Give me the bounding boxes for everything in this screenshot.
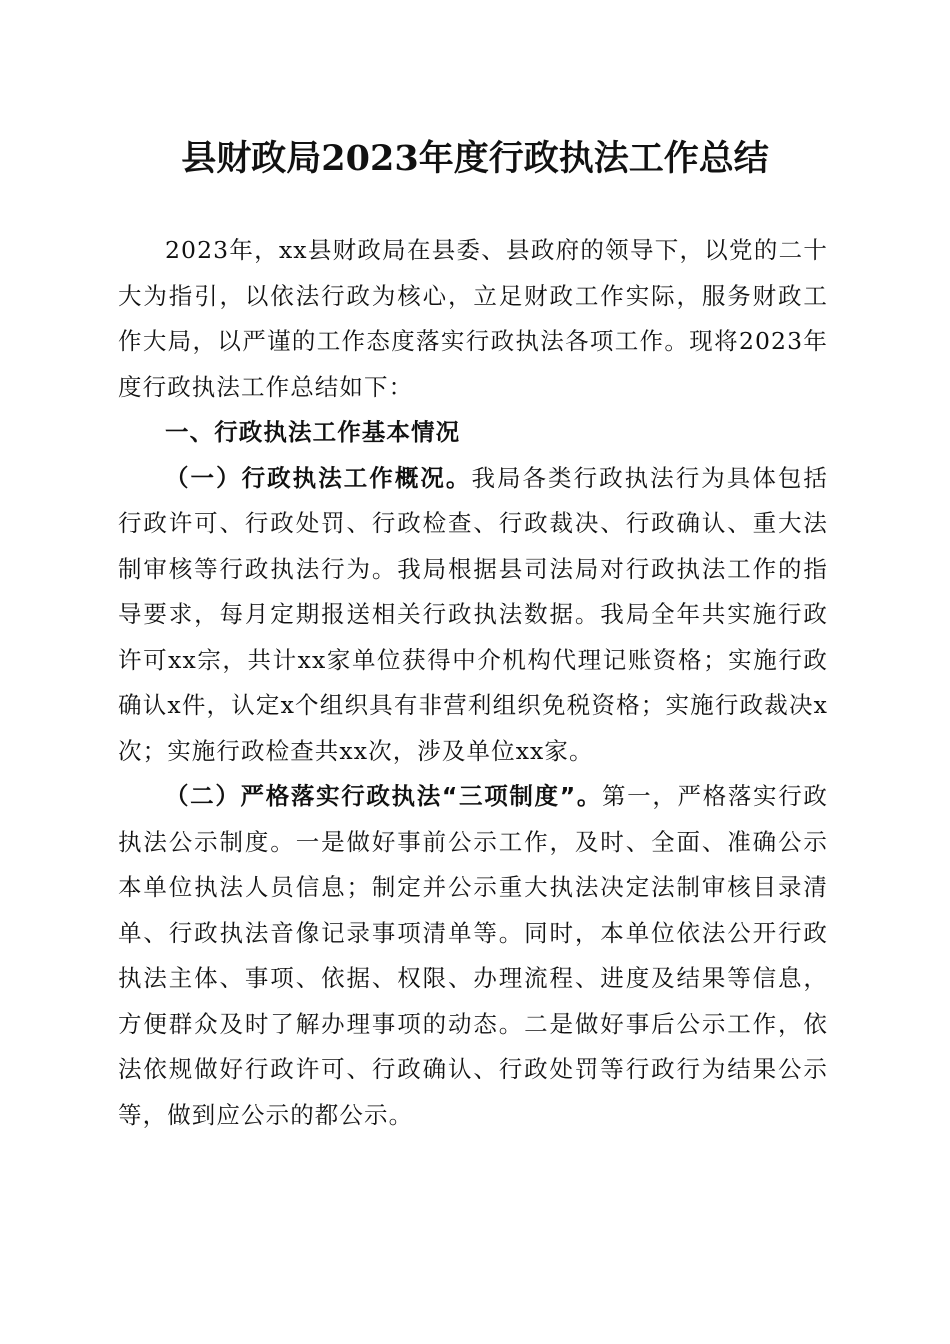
section-1-item-1-paragraph	[118, 456, 828, 775]
section-1-item-2-heading: （二）严格落实行政执法“三项制度”。	[165, 782, 602, 810]
document-body	[118, 228, 828, 1138]
section-1-item-1-text: 我局各类行政执法行为具体包括行政许可、行政处罚、行政检查、行政裁决、行政确认、重大法制审核等行政执法行为。我局根据县司法局对行政执法工作的指导要求，每月定期报送相关行政执法数据。我局全年共实施行政许可xx宗，共计xx家单位获得中介机构代理记账资格；实施行政确认x件，认定x个组织具有非营利组织免税资格；实施行政裁决x次；实施行政检查共xx次，涉及单位xx家。	[118, 463, 829, 765]
document-title: 县财政局2023年度行政执法工作总结	[181, 138, 769, 179]
section-1-heading: 一、行政执法工作基本情况	[165, 418, 461, 446]
section-1-item-2-text: 第一，严格落实行政执法公示制度。一是做好事前公示工作，及时、全面、准确公示本单位执法人员信息；制定并公示重大执法决定法制审核目录清单、行政执法音像记录事项清单等。同时，本单位依法公开行政执法主体、事项、依据、权限、办理流程、进度及结果等信息，方便群众及时了解办理事项的动态。二是做好事后公示工作，依法依规做好行政许可、行政确认、行政处罚等行政行为结果公示等，做到应公示的都公示。	[118, 782, 828, 1129]
section-1-item-2-paragraph	[118, 774, 828, 1138]
intro-paragraph: 2023年，xx县财政局在县委、县政府的领导下，以党的二十大为指引，以依法行政为核心，立足财政工作实际，服务财政工作大局，以严谨的工作态度落实行政执法各项工作。现将2023年度行政执法工作总结如下：	[118, 236, 828, 401]
section-1-item-1-heading: （一）行政执法工作概况。	[165, 463, 472, 492]
